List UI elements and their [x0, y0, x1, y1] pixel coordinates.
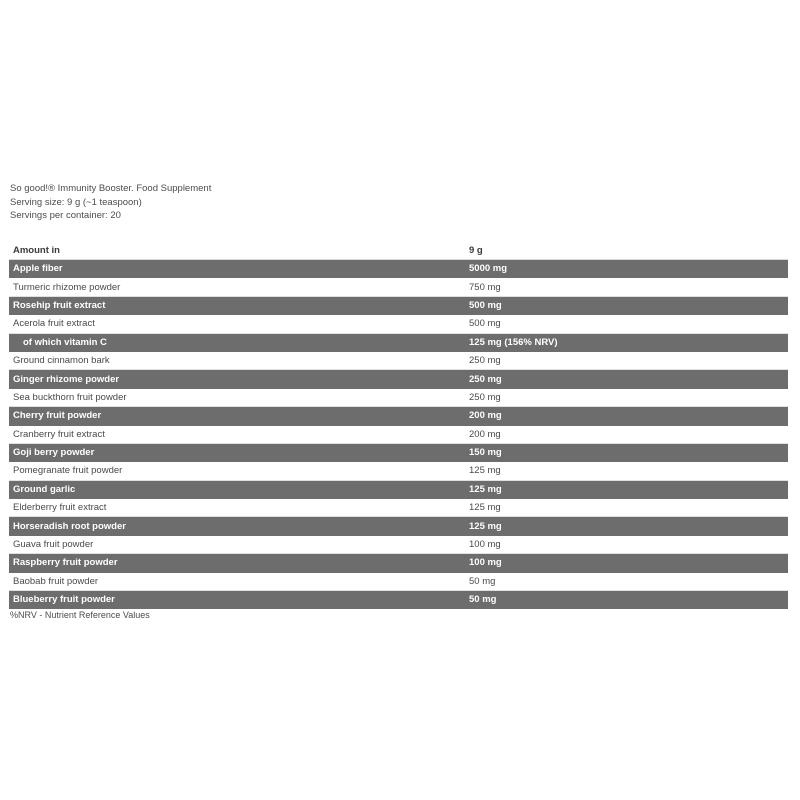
serving-size: Serving size: 9 g (~1 teaspoon) — [10, 196, 142, 208]
table-row — [9, 499, 788, 517]
ingredient-name: Sea buckthorn fruit powder — [13, 391, 127, 403]
ingredient-amount: 50 mg — [469, 575, 496, 587]
ingredient-amount: 5000 mg — [469, 263, 508, 275]
table-row — [9, 554, 788, 572]
ingredient-amount: 200 mg — [469, 428, 501, 440]
ingredient-name: Ground garlic — [13, 483, 76, 495]
ingredient-name: Horseradish root powder — [13, 520, 126, 532]
nrv-footnote: %NRV - Nutrient Reference Values — [10, 610, 150, 620]
table-row — [9, 573, 788, 591]
ingredient-amount: 500 mg — [469, 318, 501, 330]
ingredient-name: Baobab fruit powder — [13, 575, 99, 587]
ingredient-name: Turmeric rhizome powder — [13, 281, 121, 293]
ingredient-name: Ground cinnamon bark — [13, 355, 110, 367]
table-row — [9, 370, 788, 388]
ingredient-name: Apple fiber — [13, 263, 63, 275]
table-row — [9, 426, 788, 444]
ingredient-amount: 150 mg — [469, 447, 502, 459]
ingredient-amount: 250 mg — [469, 391, 501, 403]
ingredient-amount: 250 mg — [469, 355, 501, 367]
nutrition-table — [9, 241, 788, 609]
table-header-row — [9, 241, 788, 260]
table-row — [9, 260, 788, 278]
ingredient-name: Cherry fruit powder — [13, 410, 102, 422]
ingredient-name: Acerola fruit extract — [13, 318, 95, 330]
product-title: So good!® Immunity Booster. Food Supplement — [10, 183, 212, 194]
ingredient-name: Goji berry powder — [13, 447, 95, 459]
table-row — [9, 407, 788, 425]
ingredient-amount: 250 mg — [469, 373, 502, 385]
ingredient-amount: 750 mg — [469, 281, 501, 293]
table-row — [9, 389, 788, 407]
ingredient-amount: 50 mg — [469, 594, 497, 606]
ingredient-amount: 125 mg — [469, 465, 501, 477]
ingredient-amount: 125 mg — [469, 483, 502, 495]
ingredient-amount: 125 mg (156% NRV) — [469, 336, 558, 348]
table-row — [9, 444, 788, 462]
ingredient-name: Elderberry fruit extract — [13, 502, 107, 514]
table-row — [9, 462, 788, 480]
ingredient-amount: 125 mg — [469, 502, 501, 514]
table-row — [9, 297, 788, 315]
servings-per-container: Servings per container: 20 — [10, 210, 121, 221]
ingredient-name: Raspberry fruit powder — [13, 557, 118, 569]
ingredient-amount: 200 mg — [469, 410, 502, 422]
table-row — [9, 517, 788, 535]
ingredient-amount: 100 mg — [469, 539, 501, 551]
table-row — [9, 334, 788, 352]
ingredient-amount: 125 mg — [469, 520, 502, 532]
table-row — [9, 591, 788, 609]
header-amount-value: 9 g — [469, 244, 483, 256]
table-row — [9, 278, 788, 296]
ingredient-amount: 100 mg — [469, 557, 502, 569]
ingredient-name: Cranberry fruit extract — [13, 428, 105, 440]
ingredient-name: Guava fruit powder — [13, 539, 94, 551]
ingredient-name: Ginger rhizome powder — [13, 373, 120, 385]
table-row — [9, 315, 788, 333]
product-header — [10, 182, 211, 223]
ingredient-amount: 500 mg — [469, 299, 502, 311]
table-row — [9, 481, 788, 499]
ingredient-name: Rosehip fruit extract — [13, 299, 106, 311]
ingredient-name: Blueberry fruit powder — [13, 594, 115, 606]
table-row — [9, 536, 788, 554]
ingredient-name: Pomegranate fruit powder — [13, 465, 123, 477]
table-row — [9, 352, 788, 370]
ingredient-name: of which vitamin C — [23, 336, 107, 348]
header-amount-label: Amount in — [13, 244, 60, 256]
